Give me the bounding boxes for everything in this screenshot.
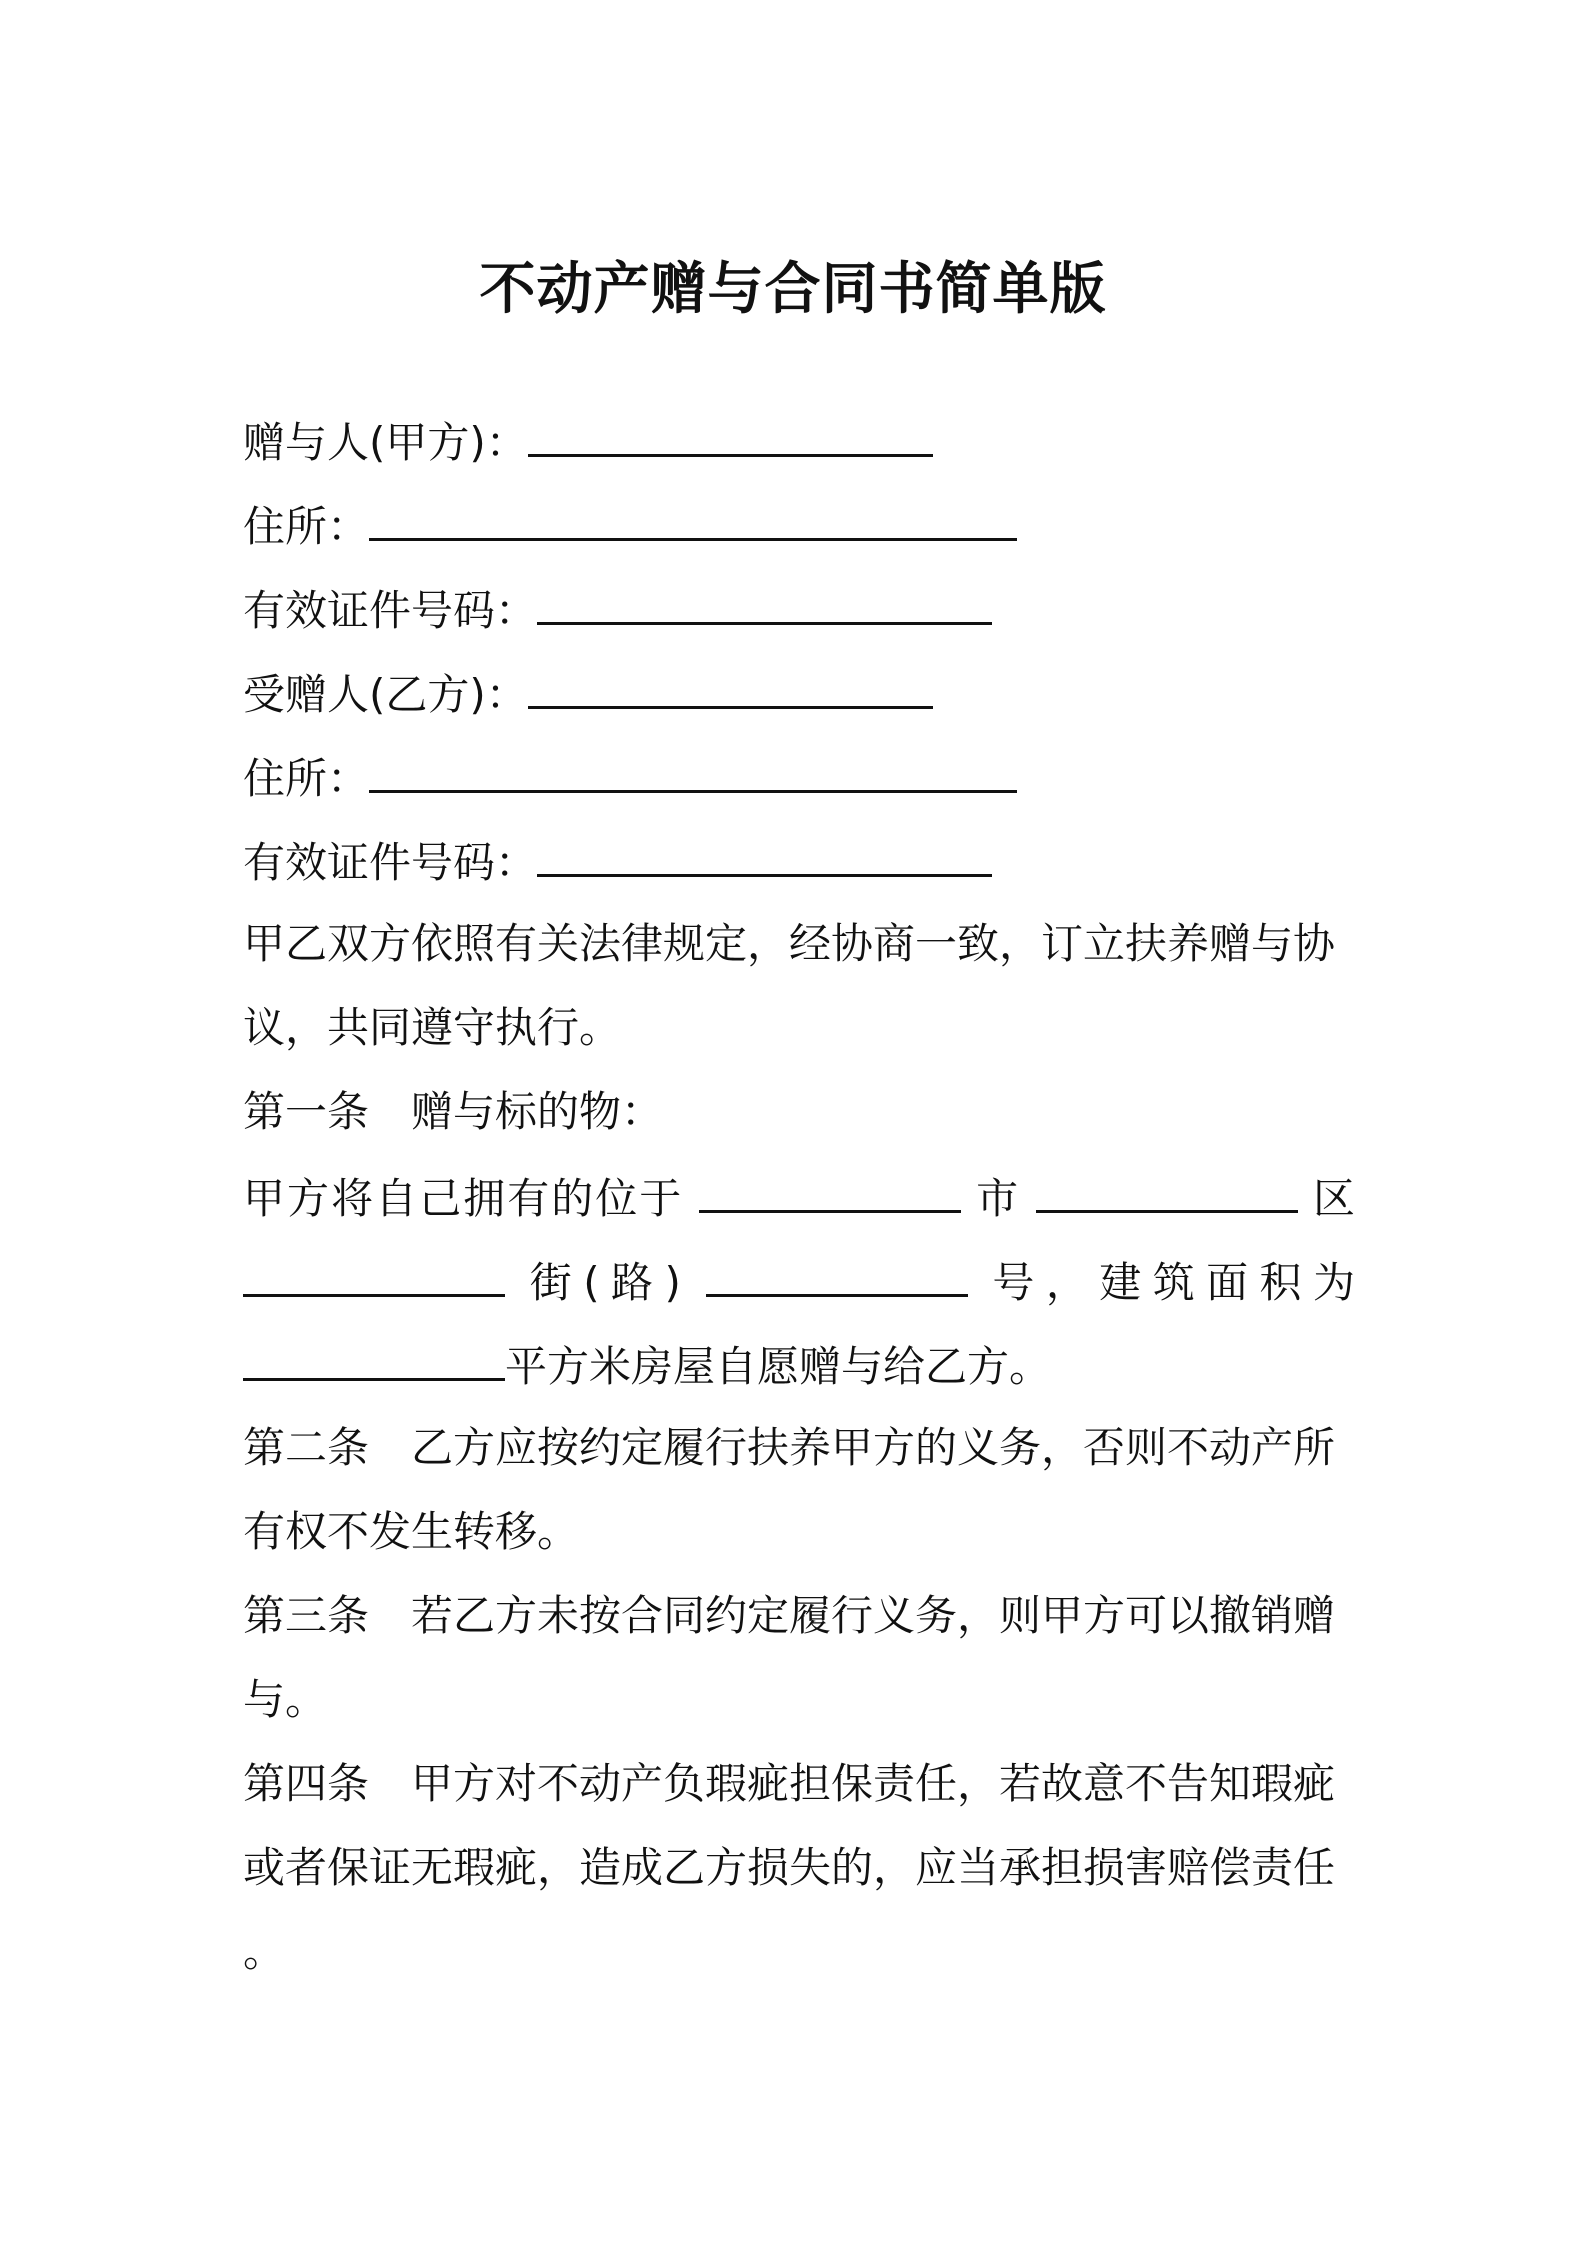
field-donor [243,410,933,473]
fill-blank[interactable] [537,578,992,625]
article3-line: 与。 [243,1675,328,1724]
article-heading: 第一条 赠与标的物： [243,1087,664,1136]
article-text: 平方米房屋自愿赠与给乙方。 [505,1342,1052,1391]
article1-line [243,1334,1051,1397]
field-donee [243,662,933,725]
fill-blank[interactable] [537,830,992,877]
field-label: 住所： [243,754,370,803]
document-title: 不动产赠与合同书简单版 [479,257,1107,322]
article-text: 区 [1312,1174,1355,1223]
article2-line: 有权不发生转移。 [243,1507,580,1556]
fill-blank[interactable] [528,410,933,457]
article4-line: 第四条 甲方对不动产负瑕疵担保责任，若故意不告知瑕疵 [243,1759,1336,1808]
fill-blank[interactable] [243,1250,505,1297]
fill-blank[interactable] [1036,1166,1298,1213]
field-donor-address [243,494,1017,557]
field-label: 有效证件号码： [243,586,538,635]
article1-line [243,1250,1355,1313]
fill-blank[interactable] [699,1166,961,1213]
field-label: 有效证件号码： [243,838,538,887]
article3-line: 第三条 若乙方未按合同约定履行义务，则甲方可以撤销赠 [243,1591,1336,1640]
article4-line: 。 [243,1927,286,1976]
field-label: 住所： [243,502,370,551]
article-text: 号，建筑面积为 [992,1258,1355,1307]
field-donee-id [243,830,992,893]
article4-line: 或者保证无瑕疵，造成乙方损失的，应当承担损害赔偿责任 [243,1843,1336,1892]
fill-blank[interactable] [706,1250,968,1297]
article-text: 甲方将自己拥有的位于 [243,1174,684,1223]
preamble-line: 甲乙双方依照有关法律规定，经协商一致，订立扶养赠与协 [243,919,1336,968]
article-text: 街(路) [529,1258,681,1307]
fill-blank[interactable] [369,746,1017,793]
preamble-line: 议，共同遵守执行。 [243,1003,622,1052]
field-donor-id [243,578,992,641]
fill-blank[interactable] [528,662,933,709]
field-label: 赠与人(甲方)： [243,418,528,467]
article-text: 市 [976,1174,1021,1223]
field-label: 受赠人(乙方)： [243,670,528,719]
fill-blank[interactable] [243,1334,505,1381]
fill-blank[interactable] [369,494,1017,541]
article2-line: 第二条 乙方应按约定履行扶养甲方的义务，否则不动产所 [243,1423,1336,1472]
article1-line [243,1166,1355,1229]
field-donee-address [243,746,1017,809]
